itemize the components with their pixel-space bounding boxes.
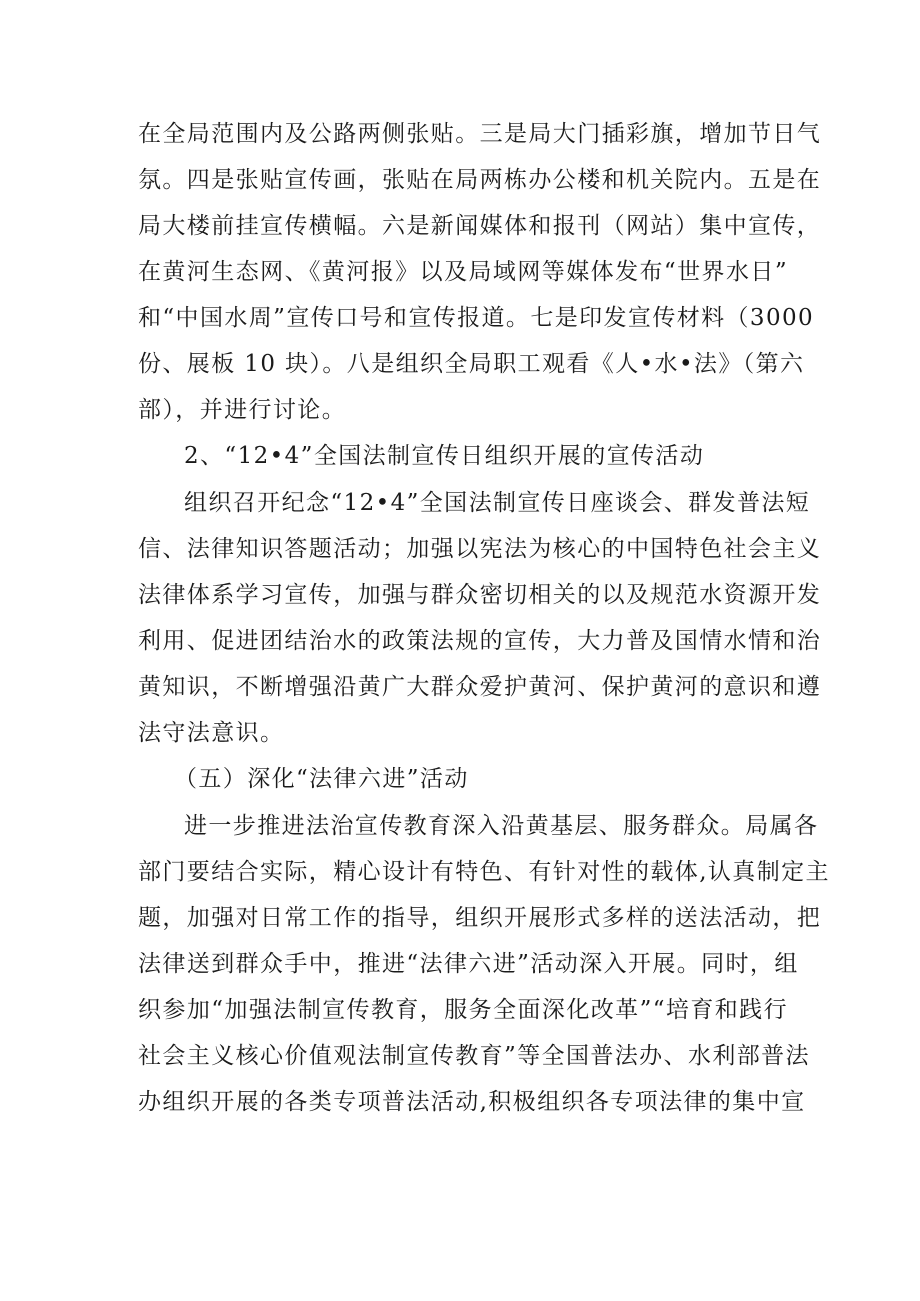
section-heading: 2、“12•4”全国法制宣传日组织开展的宣传活动: [184, 443, 705, 469]
text-line: 部门要结合实际，精心设计有特色、有针对性的载体,认真制定主: [138, 859, 830, 885]
text-line: 在黄河生态网、《黄河报》以及局域网等媒体发布“世界水日”: [138, 259, 788, 285]
text-line: 份、展板 10 块）。八是组织全局职工观看《人•水•法》（第六: [138, 351, 805, 377]
text-line: 氛。四是张贴宣传画，张贴在局两栋办公楼和机关院内。五是在: [138, 167, 822, 193]
text-line: 法律送到群众手中，推进“法律六进”活动深入开展。同时，组: [138, 951, 799, 977]
section-heading: （五）深化“法律六进”活动: [174, 766, 469, 792]
text-line: 织参加“加强法制宣传教育，服务全面深化改革”“培育和践行: [138, 997, 788, 1023]
text-line: 部），并进行讨论。: [138, 397, 347, 423]
text-line: 在全局范围内及公路两侧张贴。三是局大门插彩旗，增加节日气: [138, 121, 822, 147]
text-line: 和“中国水周”宣传口号和宣传报道。七是印发宣传材料（3000: [138, 305, 815, 331]
text-line: 社会主义核心价值观法制宣传教育”等全国普法办、水利部普法: [138, 1043, 810, 1069]
text-line: 黄知识，不断增强沿黄广大群众爱护黄河、保护黄河的意识和遵: [138, 674, 822, 700]
text-line: 信、法律知识答题活动；加强以宪法为核心的中国特色社会主义: [138, 536, 822, 562]
text-line: 利用、促进团结治水的政策法规的宣传，大力普及国情水情和治: [138, 628, 822, 654]
text-line: 办组织开展的各类专项普法活动,积极组织各专项法律的集中宣: [138, 1089, 806, 1115]
text-line: 法守法意识。: [138, 720, 285, 746]
paragraph-first-line: 进一步推进法治宣传教育深入沿黄基层、服务群众。局属各: [184, 813, 819, 839]
paragraph-first-line: 组织召开纪念“12•4”全国法制宣传日座谈会、群发普法短: [184, 490, 811, 516]
text-line: 局大楼前挂宣传横幅。六是新闻媒体和报刊（网站）集中宣传，: [138, 213, 822, 239]
text-line: 题，加强对日常工作的指导，组织开展形式多样的送法活动，把: [138, 905, 822, 931]
text-line: 法律体系学习宣传，加强与群众密切相关的以及规范水资源开发: [138, 582, 822, 608]
